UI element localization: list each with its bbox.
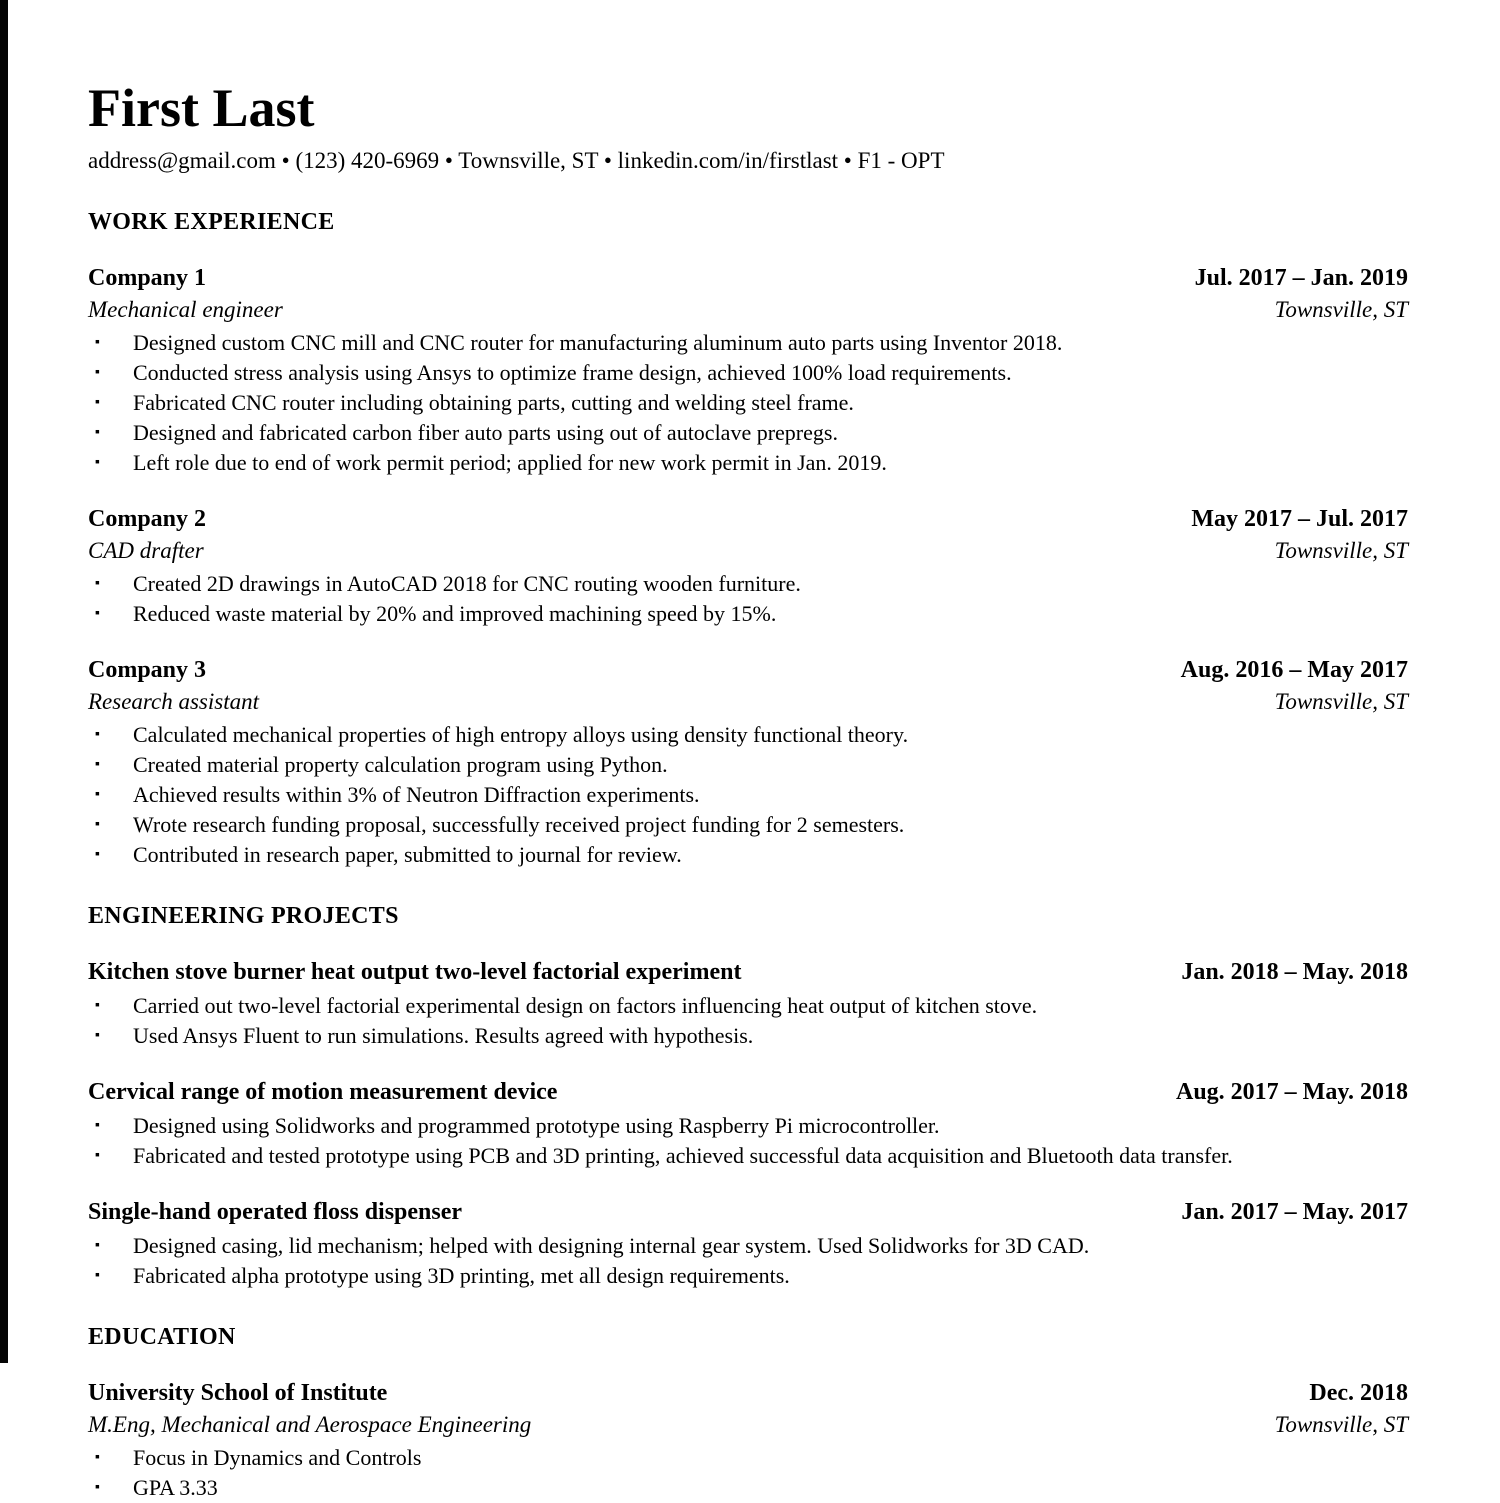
bullet-text: Conducted stress analysis using Ansys to optimize frame design, achieved 100% load requirements. [133, 360, 1012, 386]
bullet-square-icon: ▪ [95, 606, 100, 622]
bullet-item [88, 1261, 1408, 1291]
entry [88, 1197, 1408, 1291]
bullet-square-icon: ▪ [95, 335, 100, 351]
section-heading: WORK EXPERIENCE [88, 209, 335, 236]
bullet-item [88, 780, 1408, 810]
bullet-list [88, 1231, 1408, 1291]
entry-date: Aug. 2016 – May 2017 [1180, 657, 1408, 684]
entry-date: Aug. 2017 – May. 2018 [1175, 1079, 1408, 1106]
bullet-text: Created material property calculation program using Python. [133, 752, 668, 778]
entry [88, 957, 1408, 1051]
bullet-text: Contributed in research paper, submitted to journal for review. [133, 842, 682, 868]
bullet-square-icon: ▪ [95, 425, 100, 441]
entry [88, 655, 1408, 870]
entry-subtitle: M.Eng, Mechanical and Aerospace Engineering [88, 1412, 532, 1438]
entry [88, 504, 1408, 629]
bullet-square-icon: ▪ [95, 1028, 100, 1044]
entry-head-row [88, 1378, 1408, 1409]
bullet-text: Used Ansys Fluent to run simulations. Results agreed with hypothesis. [133, 1023, 754, 1049]
entry-date: Jan. 2018 – May. 2018 [1181, 959, 1408, 986]
bullet-text: Fabricated CNC router including obtaining parts, cutting and welding steel frame. [133, 390, 854, 416]
entry-sub-row [88, 1409, 1408, 1440]
entry [88, 263, 1408, 478]
bullet-item [88, 569, 1408, 599]
entry-sub-row [88, 535, 1408, 566]
entry-date: Dec. 2018 [1309, 1380, 1408, 1407]
bullet-text: Calculated mechanical properties of high entropy alloys using density functional theory. [133, 722, 909, 748]
entry-head-row [88, 1077, 1408, 1108]
entry-sub-row [88, 686, 1408, 717]
bullet-item [88, 1443, 1408, 1473]
bullet-square-icon: ▪ [95, 787, 100, 803]
entry-title: Company 3 [88, 657, 207, 684]
bullet-text: Designed and fabricated carbon fiber auto parts using out of autoclave prepregs. [133, 420, 838, 446]
bullet-list [88, 1111, 1408, 1171]
bullet-item [88, 1111, 1408, 1141]
bullet-text: Achieved results within 3% of Neutron Diffraction experiments. [133, 782, 700, 808]
entry-head-row [88, 957, 1408, 988]
bullet-item [88, 1141, 1408, 1171]
bullet-item [88, 328, 1408, 358]
bullet-item [88, 1473, 1408, 1503]
bullet-item [88, 720, 1408, 750]
entry-subtitle: Mechanical engineer [88, 297, 283, 323]
bullet-text: GPA 3.33 [133, 1475, 218, 1501]
section-education [88, 1322, 1408, 1503]
section-heading: ENGINEERING PROJECTS [88, 903, 399, 930]
entry-title: Company 2 [88, 506, 207, 533]
bullet-item [88, 448, 1408, 478]
entry-date: May 2017 – Jul. 2017 [1191, 506, 1408, 533]
entry-location: Townsville, ST [1274, 538, 1408, 564]
bullet-text: Designed custom CNC mill and CNC router for manufacturing aluminum auto parts using Inventor 2018. [133, 330, 1063, 356]
section-heading: EDUCATION [88, 1324, 236, 1351]
bullet-text: Fabricated alpha prototype using 3D printing, met all design requirements. [133, 1263, 790, 1289]
bullet-list [88, 991, 1408, 1051]
bullet-text: Left role due to end of work permit period; applied for new work permit in Jan. 2019. [133, 450, 887, 476]
entry-title: Kitchen stove burner heat output two-level factorial experiment [88, 959, 742, 986]
section-engineering-projects [88, 901, 1408, 1291]
entry-subtitle: Research assistant [88, 689, 259, 715]
entry-location: Townsville, ST [1274, 1412, 1408, 1438]
bullet-text: Designed casing, lid mechanism; helped with designing internal gear system. Used Solidworks for 3D CAD. [133, 1233, 1090, 1259]
bullet-item [88, 418, 1408, 448]
entry [88, 1077, 1408, 1171]
contact-line: address@gmail.com • (123) 420-6969 • Townsville, ST • linkedin.com/in/firstlast • F1 - OPT [88, 148, 945, 174]
entry-title: University School of Institute [88, 1380, 388, 1407]
bullet-list [88, 328, 1408, 478]
entry-title: Single-hand operated floss dispenser [88, 1199, 463, 1226]
bullet-square-icon: ▪ [95, 1118, 100, 1134]
entry-location: Townsville, ST [1274, 689, 1408, 715]
bullet-square-icon: ▪ [95, 1148, 100, 1164]
entry-head-row [88, 504, 1408, 535]
entry-title: Company 1 [88, 265, 207, 292]
bullet-item [88, 750, 1408, 780]
entry-date: Jan. 2017 – May. 2017 [1181, 1199, 1408, 1226]
bullet-item [88, 991, 1408, 1021]
bullet-list [88, 720, 1408, 870]
entry-sub-row [88, 294, 1408, 325]
bullet-square-icon: ▪ [95, 1238, 100, 1254]
bullet-item [88, 1231, 1408, 1261]
entry-location: Townsville, ST [1274, 297, 1408, 323]
bullet-text: Carried out two-level factorial experimental design on factors influencing heat output of kitchen stove. [133, 993, 1038, 1019]
bullet-square-icon: ▪ [95, 1450, 100, 1466]
bullet-text: Wrote research funding proposal, successfully received project funding for 2 semesters. [133, 812, 905, 838]
bullet-item [88, 1021, 1408, 1051]
bullet-square-icon: ▪ [95, 455, 100, 471]
bullet-item [88, 840, 1408, 870]
bullet-item [88, 810, 1408, 840]
bullet-text: Designed using Solidworks and programmed prototype using Raspberry Pi microcontroller. [133, 1113, 940, 1139]
bullet-item [88, 388, 1408, 418]
bullet-item [88, 599, 1408, 629]
bullet-text: Fabricated and tested prototype using PCB and 3D printing, achieved successful data acquisition and Bluetooth data transfer. [133, 1143, 1233, 1169]
bullet-square-icon: ▪ [95, 1480, 100, 1496]
bullet-list [88, 569, 1408, 629]
bullet-square-icon: ▪ [95, 1268, 100, 1284]
entry [88, 1378, 1408, 1503]
sections-container [88, 207, 1408, 1503]
person-name: First Last [88, 78, 315, 138]
bullet-text: Focus in Dynamics and Controls [133, 1445, 422, 1471]
bullet-text: Reduced waste material by 20% and improved machining speed by 15%. [133, 601, 777, 627]
bullet-square-icon: ▪ [95, 998, 100, 1014]
bullet-item [88, 358, 1408, 388]
bullet-square-icon: ▪ [95, 757, 100, 773]
bullet-square-icon: ▪ [95, 395, 100, 411]
entry-date: Jul. 2017 – Jan. 2019 [1194, 265, 1408, 292]
bullet-square-icon: ▪ [95, 727, 100, 743]
bullet-square-icon: ▪ [95, 817, 100, 833]
entry-head-row [88, 655, 1408, 686]
bullet-square-icon: ▪ [95, 576, 100, 592]
entry-subtitle: CAD drafter [88, 538, 204, 564]
section-work-experience [88, 207, 1408, 870]
entry-head-row [88, 1197, 1408, 1228]
bullet-square-icon: ▪ [95, 365, 100, 381]
entry-head-row [88, 263, 1408, 294]
bullet-text: Created 2D drawings in AutoCAD 2018 for CNC routing wooden furniture. [133, 571, 801, 597]
entry-title: Cervical range of motion measurement device [88, 1079, 558, 1106]
bullet-square-icon: ▪ [95, 847, 100, 863]
bullet-list [88, 1443, 1408, 1503]
